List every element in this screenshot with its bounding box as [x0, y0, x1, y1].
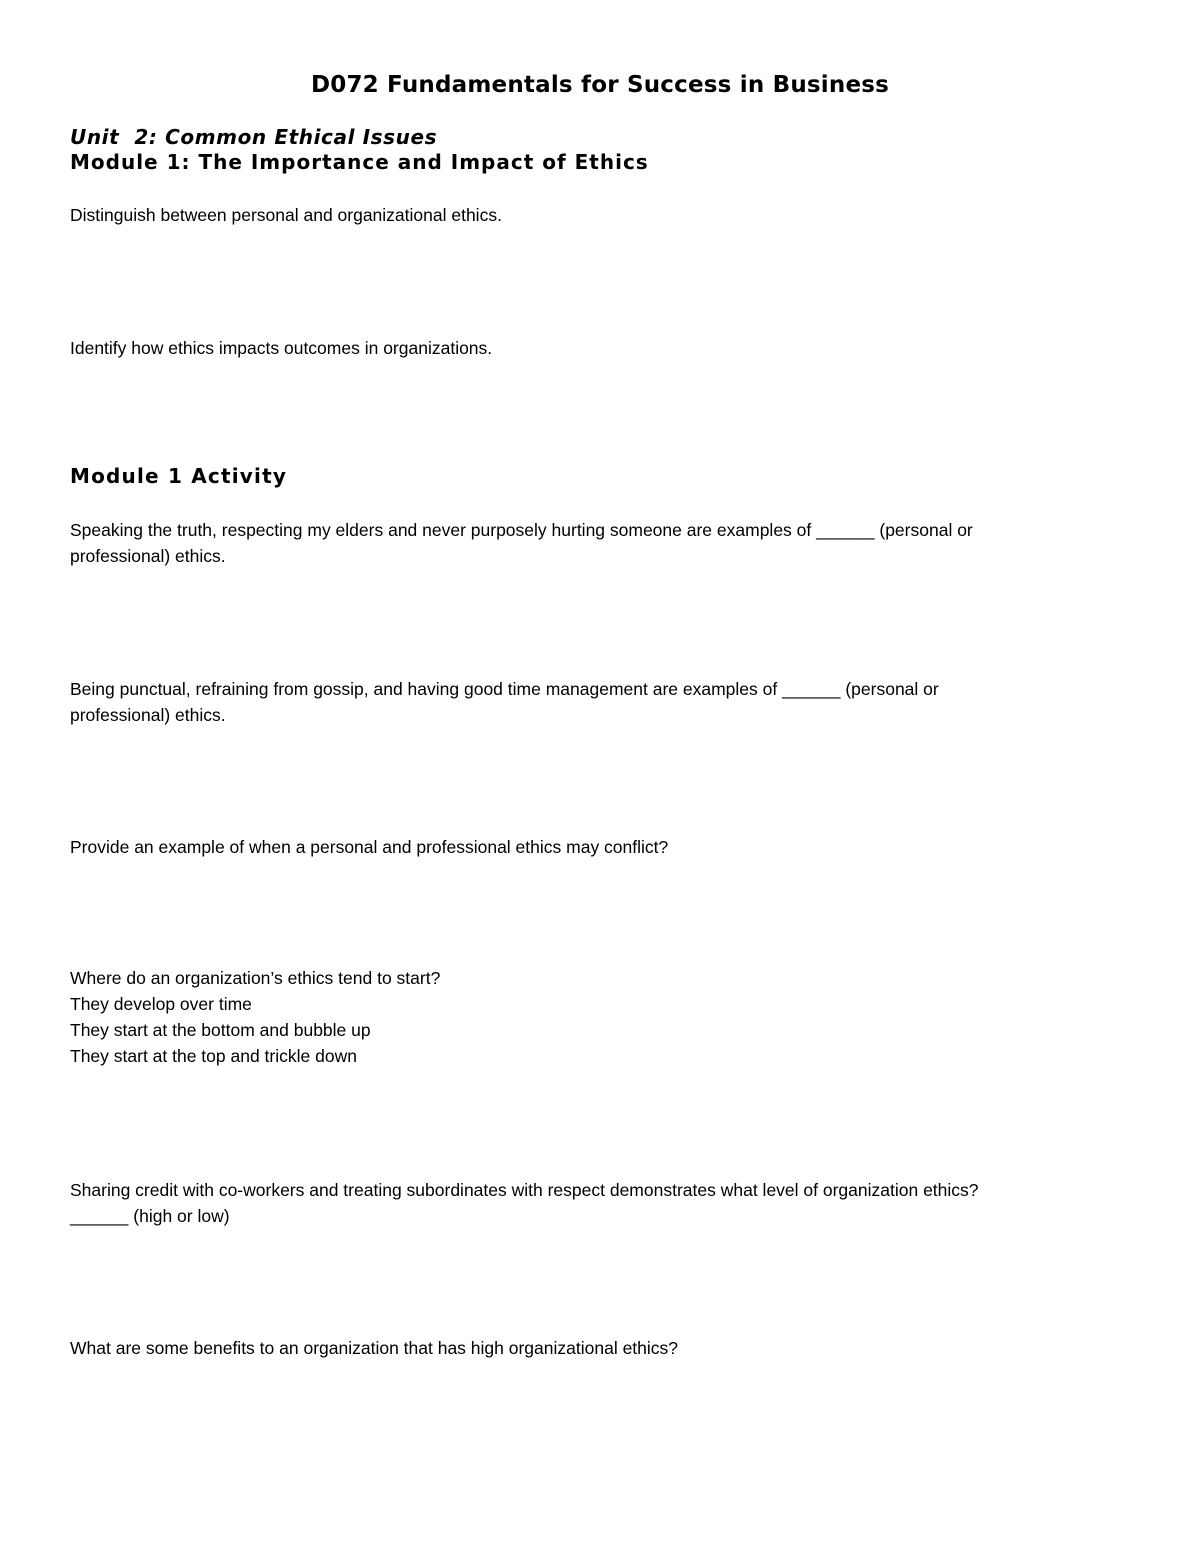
module-title: Module 1: The Importance and Impact of Ethics — [70, 150, 649, 174]
answer-option: They start at the top and trickle down — [70, 1046, 357, 1066]
question-ethics-origin — [70, 965, 1150, 1069]
objective-text: Identify how ethics impacts outcomes in organizations. — [70, 338, 493, 358]
unit-title: Unit 2: Common Ethical Issues — [70, 125, 438, 149]
question-line: professional) ethics. — [70, 546, 226, 566]
objective-text: Distinguish between personal and organizational ethics. — [70, 205, 502, 225]
question-benefits-high-ethics — [70, 1335, 1150, 1361]
question-line: Provide an example of when a personal and professional ethics may conflict? — [70, 837, 669, 857]
question-line: Where do an organization’s ethics tend to start? — [70, 968, 441, 988]
question-personal-ethics-examples — [70, 517, 1150, 569]
question-ethics-conflict — [70, 834, 1150, 860]
question-line: Speaking the truth, respecting my elders and never purposely hurting someone are examples of ______ (personal or — [70, 520, 973, 540]
activity-title: Module 1 Activity — [70, 464, 288, 488]
question-line: ______ (high or low) — [70, 1206, 230, 1226]
document-title: D072 Fundamentals for Success in Business — [310, 72, 890, 98]
answer-option: They develop over time — [70, 994, 252, 1014]
objective-ethics-impacts-outcomes — [70, 335, 1150, 361]
question-line: What are some benefits to an organization that has high organizational ethics? — [70, 1338, 679, 1358]
objective-personal-vs-organizational — [70, 202, 1150, 228]
question-line: Being punctual, refraining from gossip, and having good time management are examples of ______ (personal or — [70, 679, 939, 699]
answer-option: They start at the bottom and bubble up — [70, 1020, 371, 1040]
question-professional-ethics-examples — [70, 676, 1150, 728]
question-ethics-level — [70, 1177, 1150, 1229]
question-line: professional) ethics. — [70, 705, 226, 725]
question-line: Sharing credit with co-workers and treating subordinates with respect demonstrates what level of organization ethics? — [70, 1180, 979, 1200]
